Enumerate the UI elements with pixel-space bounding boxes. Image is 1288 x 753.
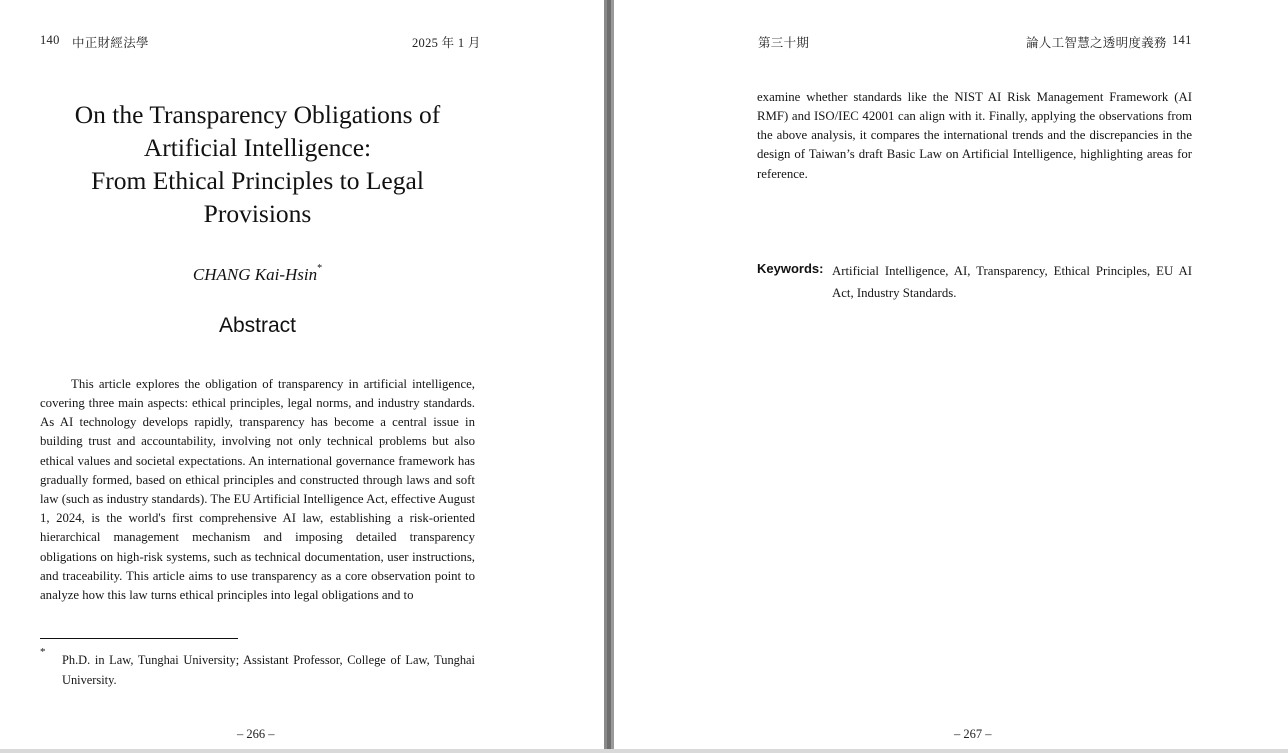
- page-folio: – 266 –: [237, 727, 275, 741]
- page-folio: – 267 –: [954, 727, 992, 741]
- running-head-date: 2025 年 1 月: [412, 36, 481, 50]
- right-page: [614, 0, 1288, 753]
- keywords-label: Keywords:: [757, 261, 824, 276]
- running-head-journal-name: 中正財經法學: [72, 36, 149, 50]
- running-head-page-number: 141: [1172, 33, 1192, 47]
- footnote-divider: [40, 638, 238, 639]
- abstract-continued-paragraph: examine whether standards like the NIST AI Risk Management Framework (AI RMF) and ISO/IEC 42001 can align with it. Finally, applying the observations from the above analysis, it compares the international trends and the discrepancies in the design of Taiwan’s draft Basic Law on Artificial Intelligence, highlighting areas for reference.: [757, 89, 1192, 181]
- title-line: Provisions: [203, 199, 312, 228]
- title-line: On the Transparency Obligations of: [74, 100, 441, 129]
- author-line: [40, 265, 475, 285]
- abstract-paragraph: This article explores the obligation of transparency in artificial intelligence, covering three main aspects: ethical principles, legal norms, and industry standards. As AI technology develops rapidly, transparency has become a central issue in building trust and accountability, involving not only technical problems but also ethical values and societal expectations. An international governance framework has gradually formed, based on ethical principles and constructed through laws and soft law (such as industry standards). The EU Artificial Intelligence Act, effective August 1, 2024, is the world's first comprehensive AI law, establishing a risk-oriented hierarchical management mechanism and imposing detailed transparency obligations on high-risk systems, such as technical documentation, user instructions, and traceability. This article aims to use transparency as a core observation point to analyze how this law turns ethical principles into legal obligations and to: [40, 376, 475, 603]
- abstract-heading: Abstract: [218, 314, 297, 337]
- viewer-bottom-edge: [0, 749, 1288, 753]
- footnote-marker: *: [40, 646, 46, 658]
- footnote-text: Ph.D. in Law, Tunghai University; Assistant Professor, College of Law, Tunghai University.: [62, 653, 475, 687]
- running-head-issue: 第三十期: [758, 36, 810, 50]
- title-line: From Ethical Principles to Legal: [91, 166, 424, 195]
- keywords-list: Artificial Intelligence, AI, Transparency, Ethical Principles, EU AI Act, Industry Standards.: [832, 264, 1192, 300]
- article-title: [40, 98, 475, 230]
- running-head-page-number: 140: [40, 33, 60, 47]
- author-footnote-mark: *: [317, 263, 323, 275]
- page-gutter: [604, 0, 614, 753]
- left-page: [0, 0, 604, 753]
- author-name: CHANG Kai-Hsin: [192, 265, 318, 284]
- running-head-article-title: 論人工智慧之透明度義務: [1026, 36, 1167, 50]
- title-line: Artificial Intelligence:: [143, 133, 372, 162]
